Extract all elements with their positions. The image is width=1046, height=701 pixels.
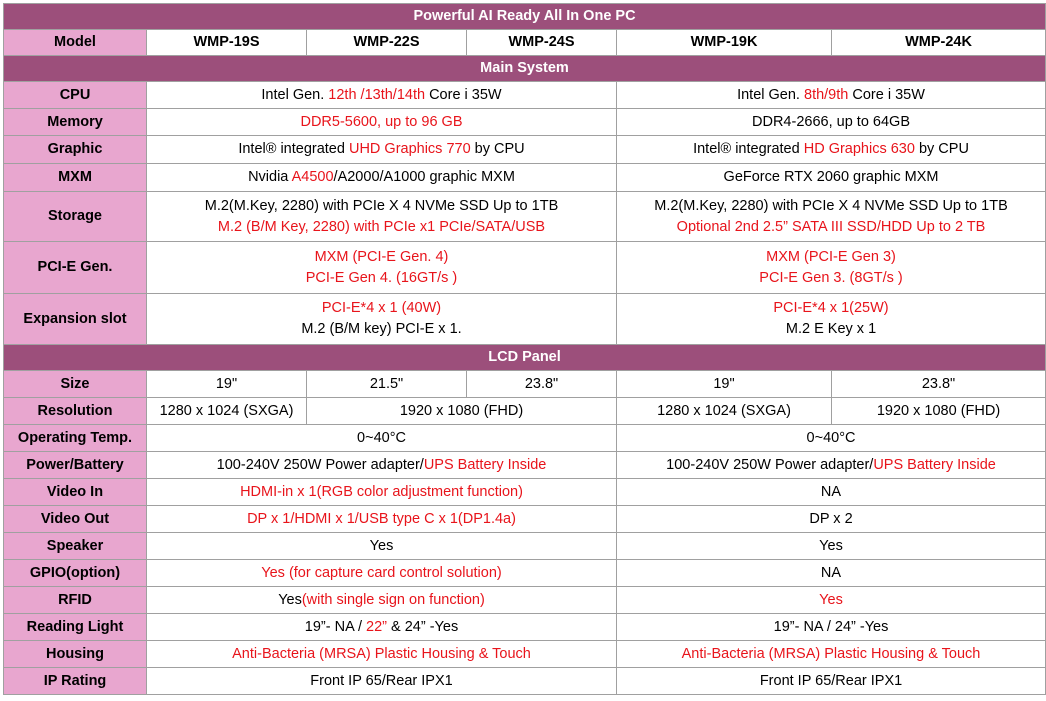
section-row xyxy=(4,345,1046,371)
reading-light-k-value: 19”- NA / 24” -Yes xyxy=(617,614,1046,641)
row-label-expansion: Expansion slot xyxy=(4,294,147,345)
row-label-resolution: Resolution xyxy=(4,398,147,425)
resolution-wmp-24k: 1920 x 1080 (FHD) xyxy=(832,398,1046,425)
resolution-wmp-22s-24s: 1920 x 1080 (FHD) xyxy=(307,398,617,425)
resolution-wmp-19s: 1280 x 1024 (SXGA) xyxy=(147,398,307,425)
rfid-s-text-2: (with single sign on function) xyxy=(301,591,485,608)
model-wmp-19s: WMP-19S xyxy=(147,30,307,56)
storage-k-value xyxy=(617,192,1046,242)
cpu-k-text-2: 8th/9th xyxy=(804,86,849,103)
section-lcd-panel: LCD Panel xyxy=(4,345,1046,371)
power-k-value xyxy=(617,452,1046,479)
video-out-s-value: DP x 1/HDMI x 1/USB type C x 1(DP1.4a) xyxy=(147,506,617,533)
ip-k-value: Front IP 65/Rear IPX1 xyxy=(617,668,1046,695)
mxm-s-text-2: A4500 xyxy=(291,169,334,185)
row-label-ip-rating: IP Rating xyxy=(4,668,147,695)
storage-s-value xyxy=(147,192,617,242)
pcie-k-value xyxy=(617,242,1046,294)
speaker-k-value: Yes xyxy=(617,533,1046,560)
ip-s-value: Front IP 65/Rear IPX1 xyxy=(147,668,617,695)
housing-s-value: Anti-Bacteria (MRSA) Plastic Housing & Touch xyxy=(147,641,617,668)
graphic-k-text-3: by CPU xyxy=(914,141,969,157)
resolution-wmp-19k: 1280 x 1024 (SXGA) xyxy=(617,398,832,425)
model-label: Model xyxy=(4,30,147,56)
graphic-s-text-1: Intel® integrated xyxy=(238,141,349,157)
graphic-k-value xyxy=(617,136,1046,164)
mxm-k-value: GeForce RTX 2060 graphic MXM xyxy=(617,164,1046,192)
table-row xyxy=(4,371,1046,398)
pcie-s-line-1: MXM (PCI-E Gen. 4) xyxy=(314,248,449,265)
row-label-video-out: Video Out xyxy=(4,506,147,533)
graphic-s-text-3: by CPU xyxy=(470,141,525,157)
reading-light-s-text-3: & 24” -Yes xyxy=(387,618,459,635)
table-row xyxy=(4,109,1046,136)
size-wmp-19k: 19" xyxy=(617,371,832,398)
section-main-system: Main System xyxy=(4,56,1046,82)
row-label-mxm: MXM xyxy=(4,164,147,192)
housing-k-value: Anti-Bacteria (MRSA) Plastic Housing & Touch xyxy=(617,641,1046,668)
table-row xyxy=(4,294,1046,345)
power-s-text-2: UPS Battery Inside xyxy=(423,456,547,473)
gpio-s-value: Yes (for capture card control solution) xyxy=(147,560,617,587)
memory-s-value: DDR5-5600, up to 96 GB xyxy=(147,109,617,136)
mxm-s-text-3: /A2000/A1000 graphic MXM xyxy=(333,169,515,185)
power-k-text-1: 100-240V 250W Power adapter/ xyxy=(666,456,874,473)
rfid-s-value xyxy=(147,587,617,614)
expansion-s-line-1: PCI-E*4 x 1 (40W) xyxy=(321,300,442,316)
row-label-rfid: RFID xyxy=(4,587,147,614)
size-wmp-24s: 23.8" xyxy=(467,371,617,398)
cpu-k-text-3: Core i 35W xyxy=(848,86,925,103)
table-row xyxy=(4,479,1046,506)
mxm-s-text-1: Nvidia xyxy=(248,169,292,185)
storage-s-line-1: M.2(M.Key, 2280) with PCIe X 4 NVMe SSD Up to 1TB xyxy=(204,197,559,214)
memory-k-value: DDR4-2666, up to 64GB xyxy=(617,109,1046,136)
table-row xyxy=(4,587,1046,614)
reading-light-s-value xyxy=(147,614,617,641)
expansion-s-value xyxy=(147,294,617,345)
storage-k-line-1: M.2(M.Key, 2280) with PCIe X 4 NVMe SSD Up to 1TB xyxy=(654,197,1008,214)
table-title: Powerful AI Ready All In One PC xyxy=(4,4,1046,30)
graphic-k-text-1: Intel® integrated xyxy=(693,141,804,157)
pcie-k-line-1: MXM (PCI-E Gen 3) xyxy=(766,248,896,265)
temp-k-value: 0~40°C xyxy=(617,425,1046,452)
expansion-k-line-2: M.2 E Key x 1 xyxy=(785,321,877,337)
cpu-k-text-1: Intel Gen. xyxy=(737,86,804,103)
temp-s-value: 0~40°C xyxy=(147,425,617,452)
row-label-storage: Storage xyxy=(4,192,147,242)
size-wmp-19s: 19" xyxy=(147,371,307,398)
row-label-memory: Memory xyxy=(4,109,147,136)
graphic-s-value xyxy=(147,136,617,164)
graphic-k-text-2: HD Graphics 630 xyxy=(803,141,915,157)
cpu-s-text-1: Intel Gen. xyxy=(261,86,329,103)
row-label-speaker: Speaker xyxy=(4,533,147,560)
row-label-power: Power/Battery xyxy=(4,452,147,479)
video-out-k-value: DP x 2 xyxy=(617,506,1046,533)
table-row xyxy=(4,641,1046,668)
table-row xyxy=(4,398,1046,425)
row-label-gpio: GPIO(option) xyxy=(4,560,147,587)
cpu-k-value xyxy=(617,82,1046,109)
gpio-k-value: NA xyxy=(617,560,1046,587)
model-wmp-19k: WMP-19K xyxy=(617,30,832,56)
rfid-k-value: Yes xyxy=(617,587,1046,614)
expansion-k-value xyxy=(617,294,1046,345)
row-label-housing: Housing xyxy=(4,641,147,668)
expansion-k-line-1: PCI-E*4 x 1(25W) xyxy=(773,300,889,316)
power-s-value xyxy=(147,452,617,479)
row-label-pcie: PCI-E Gen. xyxy=(4,242,147,294)
speaker-s-value: Yes xyxy=(147,533,617,560)
title-row xyxy=(4,4,1046,30)
table-row xyxy=(4,668,1046,695)
video-in-s-value: HDMI-in x 1(RGB color adjustment function) xyxy=(147,479,617,506)
model-row xyxy=(4,30,1046,56)
storage-k-line-2: Optional 2nd 2.5” SATA III SSD/HDD Up to 2 TB xyxy=(676,218,986,235)
storage-s-line-2: M.2 (B/M Key, 2280) with PCIe x1 PCIe/SATA/USB xyxy=(217,218,546,235)
size-wmp-24k: 23.8" xyxy=(832,371,1046,398)
size-wmp-22s: 21.5" xyxy=(307,371,467,398)
model-wmp-24k: WMP-24K xyxy=(832,30,1046,56)
cpu-s-text-3: Core i 35W xyxy=(425,86,502,103)
table-row xyxy=(4,82,1046,109)
model-wmp-24s: WMP-24S xyxy=(467,30,617,56)
pcie-s-line-2: PCI-E Gen 4. (16GT/s ) xyxy=(305,269,458,286)
row-label-reading-light: Reading Light xyxy=(4,614,147,641)
table-row xyxy=(4,560,1046,587)
section-row xyxy=(4,56,1046,82)
pcie-s-value xyxy=(147,242,617,294)
spec-table xyxy=(3,3,1046,695)
graphic-s-text-2: UHD Graphics 770 xyxy=(348,141,471,157)
pcie-k-line-2: PCI-E Gen 3. (8GT/s ) xyxy=(759,269,903,286)
table-row xyxy=(4,136,1046,164)
table-row xyxy=(4,192,1046,242)
rfid-s-text-1: Yes xyxy=(278,591,302,608)
table-row xyxy=(4,164,1046,192)
model-wmp-22s: WMP-22S xyxy=(307,30,467,56)
row-label-size: Size xyxy=(4,371,147,398)
row-label-temp: Operating Temp. xyxy=(4,425,147,452)
expansion-s-line-2: M.2 (B/M key) PCI-E x 1. xyxy=(301,321,462,337)
table-row xyxy=(4,506,1046,533)
table-row xyxy=(4,533,1046,560)
power-k-text-2: UPS Battery Inside xyxy=(873,456,996,473)
table-row xyxy=(4,242,1046,294)
row-label-cpu: CPU xyxy=(4,82,147,109)
power-s-text-1: 100-240V 250W Power adapter/ xyxy=(216,456,424,473)
row-label-graphic: Graphic xyxy=(4,136,147,164)
reading-light-s-text-2: 22” xyxy=(366,618,387,635)
row-label-video-in: Video In xyxy=(4,479,147,506)
cpu-s-text-2: 12th /13th/14th xyxy=(328,86,426,103)
mxm-s-value xyxy=(147,164,617,192)
table-row xyxy=(4,425,1046,452)
reading-light-s-text-1: 19”- NA / xyxy=(304,618,367,635)
table-row xyxy=(4,452,1046,479)
table-row xyxy=(4,614,1046,641)
cpu-s-value xyxy=(147,82,617,109)
video-in-k-value: NA xyxy=(617,479,1046,506)
